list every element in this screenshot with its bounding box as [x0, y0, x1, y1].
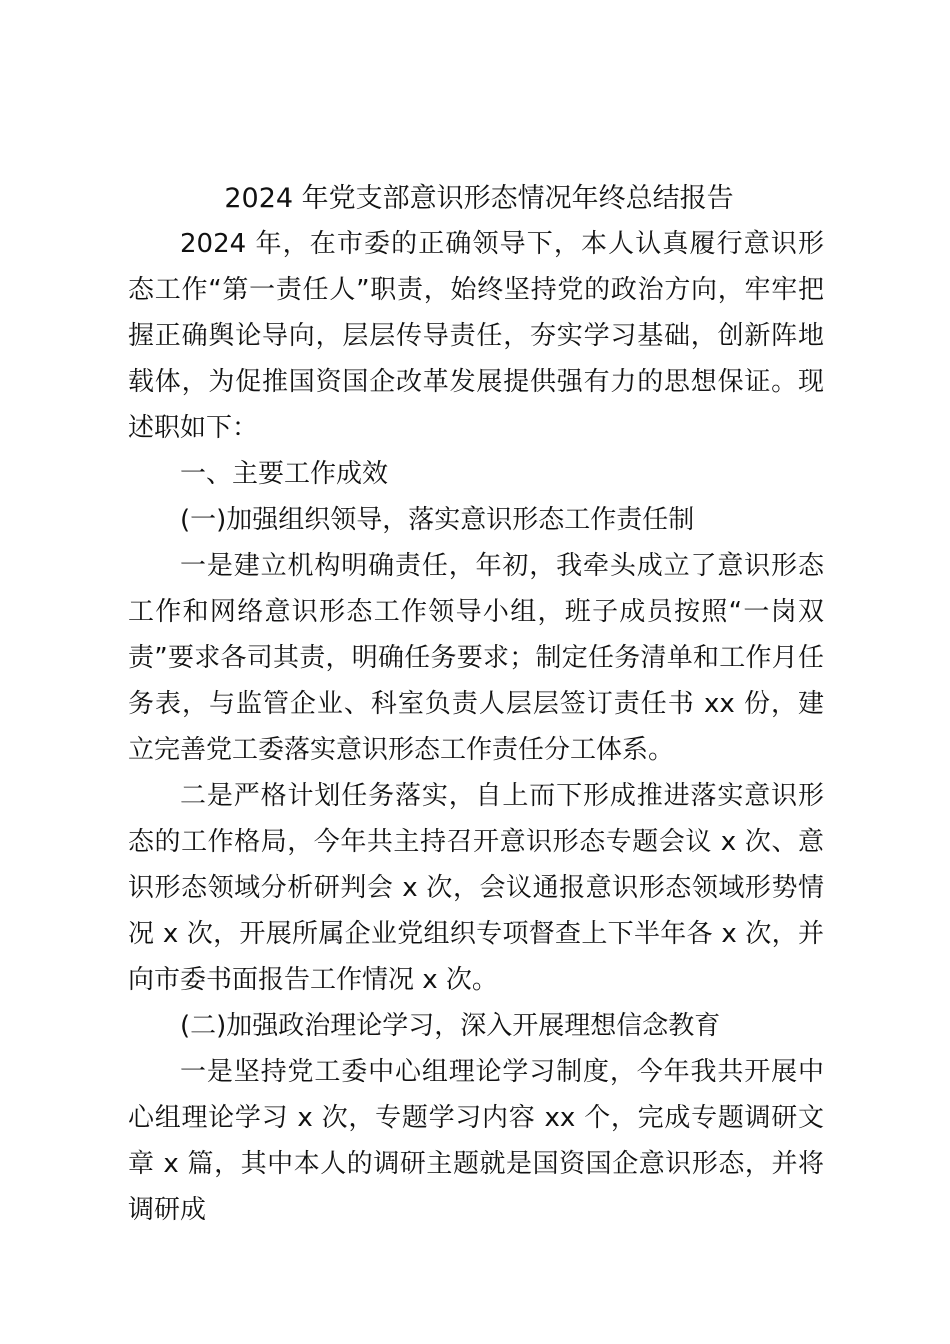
document-title: 2024 年党支部意识形态情况年终总结报告: [224, 183, 734, 214]
paragraph-responsibility: 一是建立机构明确责任，年初，我牵头成立了意识形态工作和网络意识形态工作领导小组，班子成员按照“一岗双责”要求各司其责，明确任务要求；制定任务清单和工作月任务表，与监管企业、科室负责人层层签订责任书 xx 份，建立完善党工委落实意识形态工作责任分工体系。: [128, 551, 824, 765]
subsection-heading-2: (二)加强政治理论学习，深入开展理想信念教育: [180, 1011, 721, 1041]
paragraph-task-implementation: 二是严格计划任务落实，自上而下形成推进落实意识形态的工作格局，今年共主持召开意识形态专题会议 x 次、意识形态领域分析研判会 x 次，会议通报意识形态领域形势情况 x 次，开展所属企业党组织专项督查上下半年各 x 次，并向市委书面报告工作情况 x 次。: [128, 781, 824, 995]
document-body: [128, 221, 824, 1233]
paragraph-theory-study: 一是坚持党工委中心组理论学习制度，今年我共开展中心组理论学习 x 次，专题学习内容 xx 个，完成专题调研文章 x 篇，其中本人的调研主题就是国资国企意识形态，并将调研成: [128, 1057, 824, 1225]
subsection-heading-1: (一)加强组织领导，落实意识形态工作责任制: [180, 505, 695, 535]
section-heading-1: 一、主要工作成效: [180, 459, 389, 489]
intro-paragraph: 2024 年，在市委的正确领导下，本人认真履行意识形态工作“第一责任人”职责，始终坚持党的政治方向，牢牢把握正确舆论导向，层层传导责任，夯实学习基础，创新阵地载体，为促推国资国企改革发展提供强有力的思想保证。现述职如下：: [128, 229, 824, 443]
